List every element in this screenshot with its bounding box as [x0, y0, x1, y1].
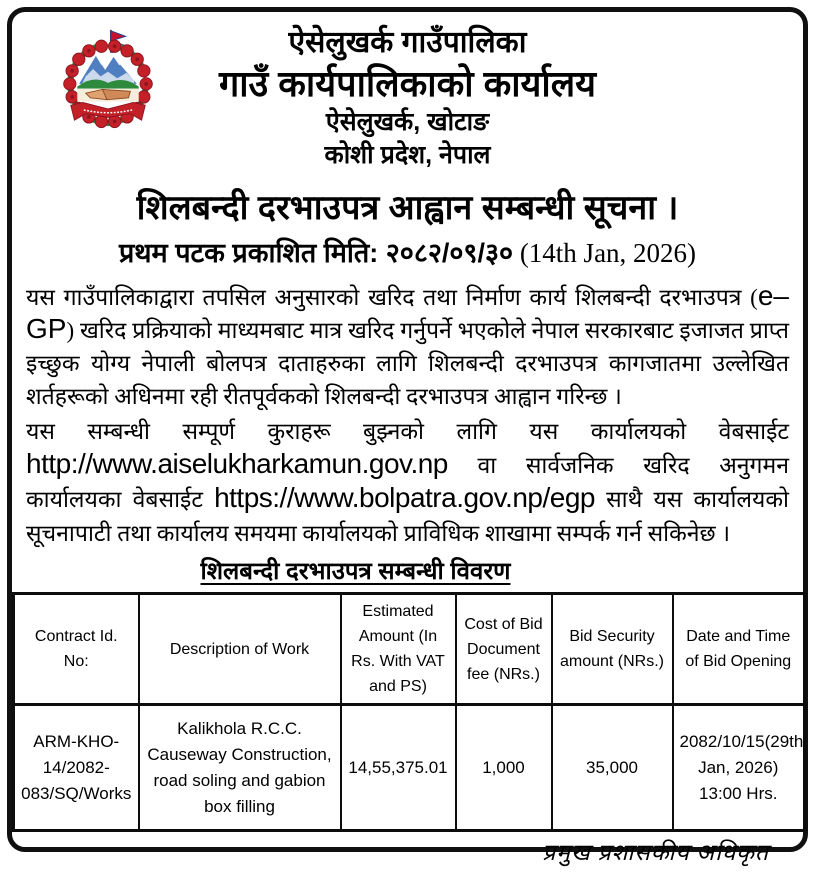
tender-details-table	[12, 592, 806, 832]
municipality-name: ऐसेलुखर्क गाउँपालिका	[288, 26, 527, 59]
letterhead	[12, 12, 803, 172]
cell-description: Kalikhola R.C.C. Causeway Construction, road soling and gabion box filling	[139, 705, 341, 831]
notice-paragraph-2	[26, 415, 789, 551]
cell-contract-id: ARM-KHO-14/2082-083/SQ/Works	[14, 705, 139, 831]
document-frame	[7, 7, 808, 865]
col-bid-opening: Date and Time of Bid Opening	[673, 594, 805, 705]
cell-bid-document-fee: 1,000	[456, 705, 552, 831]
col-contract-id: Contract Id. No:	[14, 594, 139, 705]
municipality-website-link[interactable]: http://www.aiselukharkamun.gov.np	[26, 448, 448, 479]
egp-label: e–GP	[26, 280, 789, 344]
notice-title: शिलबन्दी दरभाउपत्र आह्वान सम्बन्धी सूचना ।	[136, 189, 679, 227]
office-address: ऐसेलुखर्क, खोटाङ	[325, 108, 490, 136]
bolpatra-website-link[interactable]: https://www.bolpatra.gov.np/egp	[214, 482, 595, 513]
notice-paragraph-1	[26, 281, 789, 413]
nepal-coat-of-arms-icon	[52, 28, 164, 136]
para2-text-middle: वा सार्वजनिक खरिद अनुगमन कार्यालयका वेबसाईट	[26, 453, 789, 512]
col-description: Description of Work	[139, 594, 341, 705]
para1-text-end: ) खरिद प्रक्रियाको माध्यमबाट मात्र खरिद गर्नुपर्ने भएकोले नेपाल सरकारबाट इजाजत प्राप्त इच्छुक योग्य नेपाली बोलपत्र दाताहरुका लागि शिलबन्दी दरभाउपत्र कागजातमा उल्लेखित शर्तहरूको अधिनमा रही रीतपूर्वकको शिलबन्दी दरभाउपत्र आह्वान गरिन्छ ।	[26, 318, 789, 409]
office-name: गाउँ कार्यपालिकाको कार्यालय	[218, 63, 597, 104]
col-bid-document-fee: Cost of Bid Document fee (NRs.)	[456, 594, 552, 705]
cell-estimated-amount: 14,55,375.01	[341, 705, 456, 831]
cell-bid-security: 35,000	[552, 705, 673, 831]
col-bid-security: Bid Security amount (NRs.)	[552, 594, 673, 705]
table-header-row	[14, 594, 805, 705]
cell-bid-opening: 2082/10/15(29th Jan, 2026) 13:00 Hrs.	[673, 705, 805, 831]
published-date-nepali: प्रथम पटक प्रकाशित मिति: २०८२/०९/३०	[118, 238, 514, 268]
para2-text-end: साथै यस कार्यालयको सूचनापाटी तथा कार्यालय समयमा कार्यालयको प्राविधिक शाखामा सम्पर्क गर्न सकिनेछ ।	[26, 487, 789, 546]
para1-text-start: यस गाउँपालिकाद्वारा तपसिल अनुसारको खरिद तथा निर्माण कार्य शिलबन्दी दरभाउपत्र (	[26, 285, 758, 310]
published-date-line	[12, 235, 803, 271]
province-country: कोशी प्रदेश, नेपाल	[324, 141, 491, 169]
published-date-english: (14th Jan, 2026)	[519, 238, 697, 268]
col-estimated-amount: Estimated Amount (In Rs. With VAT and PS)	[341, 594, 456, 705]
signatory-title: प्रमुख प्रशासकीय अधिकृत	[542, 840, 769, 865]
table-heading: शिलबन्दी दरभाउपत्र सम्बन्धी विवरण	[200, 558, 511, 585]
para2-text-start: यस सम्बन्धी सम्पूर्ण कुराहरू बुझ्नको लागि यस कार्यालयको वेबसाईट	[26, 419, 789, 444]
table-row	[14, 705, 805, 831]
